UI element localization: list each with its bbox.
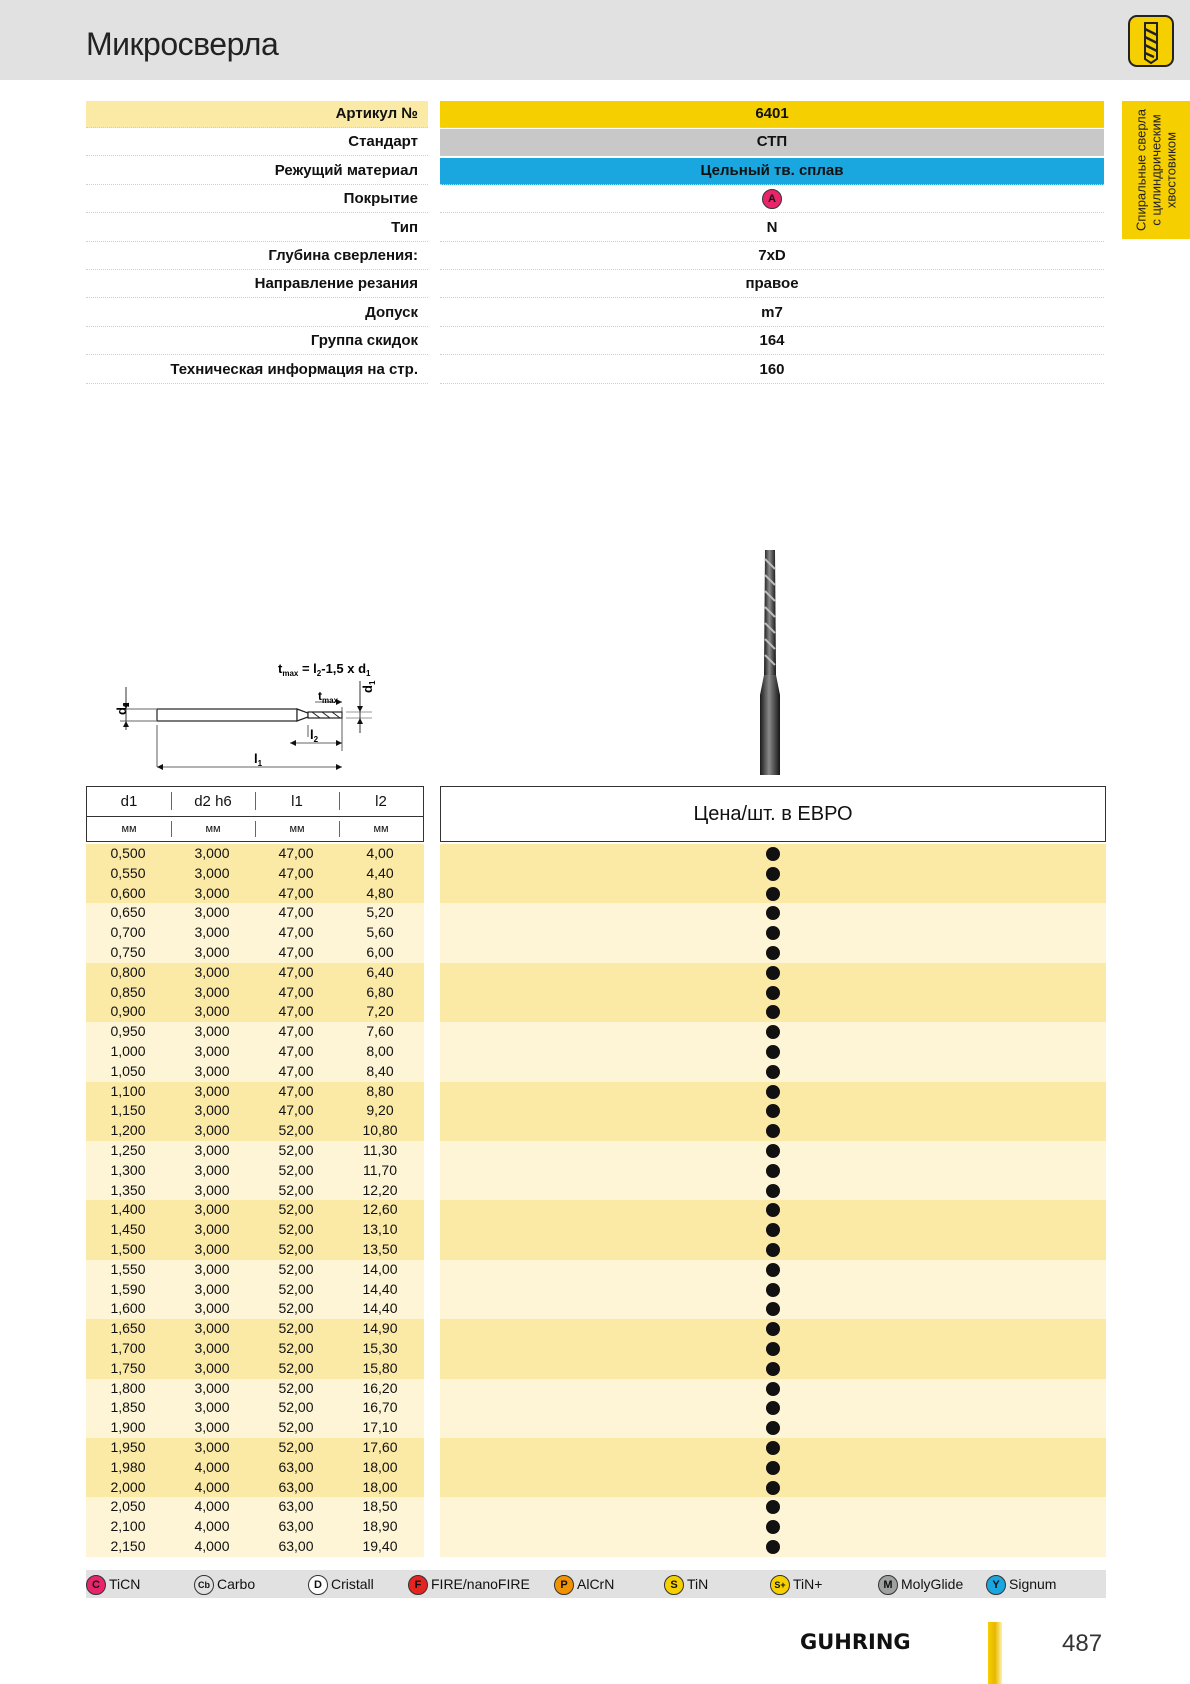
table-cell: 1,150 xyxy=(110,1102,146,1119)
table-row xyxy=(86,1240,1106,1260)
table-cell: 3,000 xyxy=(194,1399,230,1416)
table-cell: 4,40 xyxy=(366,864,394,881)
d1-label: $d_1$ xyxy=(360,680,377,693)
table-cell: 3,000 xyxy=(194,983,230,1000)
table-cell: 0,650 xyxy=(110,904,146,921)
spec-table xyxy=(86,101,1104,385)
table-cell: 7,20 xyxy=(366,1003,394,1020)
legend-label: AlCrN xyxy=(577,1576,615,1592)
table-cell: 1,050 xyxy=(110,1062,146,1079)
table-cell: 2,100 xyxy=(110,1518,146,1535)
spec-value: 160 xyxy=(440,357,1104,384)
table-row xyxy=(86,1418,1106,1438)
availability-dot-icon xyxy=(766,966,780,980)
table-row xyxy=(86,1141,1106,1161)
spec-label: Тип xyxy=(86,215,428,242)
spec-label: Артикул № xyxy=(86,101,428,128)
availability-dot-icon xyxy=(766,847,780,861)
table-row xyxy=(86,1299,1106,1319)
table-cell: 2,050 xyxy=(110,1498,146,1515)
table-cell: 63,00 xyxy=(278,1518,314,1535)
table-cell: 47,00 xyxy=(278,1003,314,1020)
legend-label: TiN+ xyxy=(793,1576,823,1592)
table-cell: 1,650 xyxy=(110,1320,146,1337)
category-side-tab xyxy=(1122,101,1190,239)
table-cell: 8,40 xyxy=(366,1062,394,1079)
table-cell: 3,000 xyxy=(194,1240,230,1257)
col-header-d2: d2 h6 xyxy=(194,793,232,810)
side-tab-line: Спиральные сверла xyxy=(1133,109,1149,231)
table-cell: 1,950 xyxy=(110,1438,146,1455)
brand-logo: GUHRING xyxy=(800,1630,911,1654)
side-tab-line: с цилиндрическим xyxy=(1148,114,1164,226)
table-cell: 0,500 xyxy=(110,845,146,861)
table-cell: 3,000 xyxy=(194,1300,230,1317)
l2-label: $l_2$ xyxy=(310,727,319,744)
table-cell: 1,400 xyxy=(110,1201,146,1218)
table-row xyxy=(86,1458,1106,1478)
table-cell: 11,70 xyxy=(363,1161,397,1178)
table-cell: 52,00 xyxy=(278,1141,314,1158)
table-cell: 3,000 xyxy=(194,1082,230,1099)
table-cell: 1,450 xyxy=(110,1221,146,1238)
spec-row xyxy=(86,243,1104,271)
availability-dot-icon xyxy=(766,1520,780,1534)
page-number: 487 xyxy=(1062,1630,1103,1657)
legend-item xyxy=(664,1574,708,1595)
table-cell: 4,000 xyxy=(194,1537,230,1554)
tmax-label: $t_{max}$ xyxy=(318,689,339,705)
spec-row xyxy=(86,328,1104,356)
formula-label: $t_{max} = l_2-1,5$ x $d_1$ xyxy=(278,661,371,678)
legend-label: MolyGlide xyxy=(901,1576,964,1592)
spec-row xyxy=(86,186,1104,214)
availability-dot-icon xyxy=(766,1085,780,1099)
table-cell: 52,00 xyxy=(278,1419,314,1436)
availability-dot-icon xyxy=(766,1263,780,1277)
table-cell: 0,600 xyxy=(110,884,146,901)
table-cell: 52,00 xyxy=(278,1438,314,1455)
table-cell: 4,000 xyxy=(194,1478,230,1495)
table-cell: 47,00 xyxy=(278,864,314,881)
table-row xyxy=(86,1379,1106,1399)
table-cell: 52,00 xyxy=(278,1221,314,1238)
availability-dot-icon xyxy=(766,1481,780,1495)
table-cell: 6,80 xyxy=(366,983,394,1000)
availability-dot-icon xyxy=(766,1243,780,1257)
legend-item xyxy=(86,1574,140,1595)
table-cell: 3,000 xyxy=(194,924,230,941)
table-row xyxy=(86,864,1106,884)
dimension-table-body xyxy=(86,844,1106,1557)
table-cell: 1,350 xyxy=(110,1181,146,1198)
table-cell: 1,700 xyxy=(110,1339,146,1356)
table-cell: 1,100 xyxy=(110,1082,146,1099)
unit-l1: мм xyxy=(289,823,305,835)
table-cell: 3,000 xyxy=(194,1102,230,1119)
table-cell: 1,850 xyxy=(110,1399,146,1416)
table-row xyxy=(86,943,1106,963)
drill-bit-icon xyxy=(1128,15,1174,67)
table-row xyxy=(86,923,1106,943)
table-cell: 3,000 xyxy=(194,845,230,861)
legend-label: Cristall xyxy=(331,1576,374,1592)
table-cell: 5,60 xyxy=(366,924,394,941)
table-row xyxy=(86,1339,1106,1359)
table-cell: 8,00 xyxy=(366,1042,394,1059)
spec-row xyxy=(86,101,1104,129)
col-header-d1: d1 xyxy=(120,793,138,810)
availability-dot-icon xyxy=(766,1441,780,1455)
spec-value: N xyxy=(440,215,1104,242)
unit-l2: мм xyxy=(373,823,389,835)
table-cell: 3,000 xyxy=(194,1359,230,1376)
spec-value: СТП xyxy=(440,129,1104,156)
table-cell: 47,00 xyxy=(278,983,314,1000)
table-row xyxy=(86,1022,1106,1042)
legend-label: TiCN xyxy=(109,1576,141,1592)
table-cell: 15,80 xyxy=(362,1359,398,1376)
table-cell: 3,000 xyxy=(194,1201,230,1218)
table-cell: 52,00 xyxy=(278,1181,314,1198)
table-row xyxy=(86,1101,1106,1121)
table-cell: 47,00 xyxy=(278,1023,314,1040)
availability-dot-icon xyxy=(766,1283,780,1297)
table-cell: 3,000 xyxy=(194,943,230,960)
table-cell: 1,980 xyxy=(110,1458,146,1475)
table-cell: 3,000 xyxy=(194,1141,230,1158)
table-cell: 63,00 xyxy=(278,1537,314,1554)
table-cell: 3,000 xyxy=(194,1221,230,1238)
table-cell: 47,00 xyxy=(278,884,314,901)
table-cell: 14,90 xyxy=(362,1320,398,1337)
unit-d2: мм xyxy=(205,823,221,835)
table-row xyxy=(86,1062,1106,1082)
table-cell: 1,900 xyxy=(110,1419,146,1436)
table-cell: 0,800 xyxy=(110,963,146,980)
table-cell: 3,000 xyxy=(194,1062,230,1079)
spec-value: m7 xyxy=(440,300,1104,327)
spec-value: 7xD xyxy=(440,243,1104,270)
coating-badge: C xyxy=(86,1575,106,1595)
table-cell: 52,00 xyxy=(278,1339,314,1356)
legend-label: Signum xyxy=(1009,1576,1057,1592)
spec-label: Допуск xyxy=(86,300,428,327)
table-row xyxy=(86,844,1106,864)
table-row xyxy=(86,1220,1106,1240)
table-cell: 0,700 xyxy=(110,924,146,941)
table-cell: 0,750 xyxy=(110,943,146,960)
table-cell: 3,000 xyxy=(194,1379,230,1396)
d2-label: $d_2$ xyxy=(114,702,131,715)
table-cell: 4,000 xyxy=(194,1518,230,1535)
coating-badge: D xyxy=(308,1575,328,1595)
table-cell: 14,00 xyxy=(362,1260,398,1277)
table-cell: 52,00 xyxy=(278,1161,314,1178)
table-cell: 13,10 xyxy=(362,1221,398,1238)
table-cell: 15,30 xyxy=(362,1339,398,1356)
table-row xyxy=(86,1181,1106,1201)
legend-label: TiN xyxy=(687,1576,709,1592)
table-cell: 12,20 xyxy=(362,1181,398,1198)
availability-dot-icon xyxy=(766,1342,780,1356)
table-cell: 63,00 xyxy=(278,1478,314,1495)
table-cell: 1,550 xyxy=(110,1260,146,1277)
brand-accent-bar xyxy=(988,1622,1002,1684)
table-cell: 5,20 xyxy=(366,904,394,921)
table-row xyxy=(86,1497,1106,1517)
table-cell: 3,000 xyxy=(194,1339,230,1356)
availability-dot-icon xyxy=(766,1362,780,1376)
coating-badge: F xyxy=(408,1575,428,1595)
table-row xyxy=(86,1042,1106,1062)
coating-badge: M xyxy=(878,1575,898,1595)
l1-label: $l_1$ xyxy=(254,751,263,768)
table-row xyxy=(86,1121,1106,1141)
availability-dot-icon xyxy=(766,946,780,960)
table-cell: 52,00 xyxy=(278,1399,314,1416)
availability-dot-icon xyxy=(766,1045,780,1059)
coating-badge: Y xyxy=(986,1575,1006,1595)
coating-badge: A xyxy=(762,189,782,209)
price-column-header: Цена/шт. в ЕВРО xyxy=(440,786,1106,842)
spec-row xyxy=(86,271,1104,299)
col-header-l2: l2 xyxy=(375,793,387,810)
availability-dot-icon xyxy=(766,1382,780,1396)
table-row xyxy=(86,1082,1106,1102)
table-cell: 47,00 xyxy=(278,963,314,980)
table-cell: 52,00 xyxy=(278,1260,314,1277)
legend-item xyxy=(986,1574,1056,1595)
table-cell: 3,000 xyxy=(194,1419,230,1436)
table-cell: 3,000 xyxy=(194,884,230,901)
table-cell: 47,00 xyxy=(278,924,314,941)
availability-dot-icon xyxy=(766,1540,780,1554)
table-row xyxy=(86,884,1106,904)
table-cell: 3,000 xyxy=(194,1438,230,1455)
coating-legend xyxy=(86,1570,1106,1598)
table-row xyxy=(86,1200,1106,1220)
table-cell: 18,00 xyxy=(362,1458,398,1475)
table-cell: 3,000 xyxy=(194,1122,230,1139)
legend-item xyxy=(194,1574,255,1595)
table-row xyxy=(86,1002,1106,1022)
drill-photo xyxy=(740,545,800,777)
table-cell: 47,00 xyxy=(278,943,314,960)
dimension-table-header xyxy=(86,786,424,842)
legend-label: Carbo xyxy=(217,1576,256,1592)
table-row xyxy=(86,1438,1106,1458)
table-cell: 1,000 xyxy=(110,1042,146,1059)
side-tab-line: хвостовиком xyxy=(1163,131,1179,209)
page-title: Микросверла xyxy=(86,26,279,62)
table-row xyxy=(86,1319,1106,1339)
table-cell: 8,80 xyxy=(366,1082,394,1099)
table-cell: 52,00 xyxy=(278,1379,314,1396)
table-cell: 17,10 xyxy=(362,1419,398,1436)
table-cell: 4,000 xyxy=(194,1458,230,1475)
spec-row xyxy=(86,129,1104,157)
table-cell: 4,80 xyxy=(366,884,394,901)
coating-badge: Cb xyxy=(194,1575,214,1595)
table-cell: 3,000 xyxy=(194,963,230,980)
availability-dot-icon xyxy=(766,1144,780,1158)
table-cell: 19,40 xyxy=(362,1537,398,1554)
legend-item xyxy=(878,1574,963,1595)
table-cell: 14,40 xyxy=(362,1300,398,1317)
table-row xyxy=(86,983,1106,1003)
spec-label: Глубина сверления: xyxy=(86,243,428,270)
table-cell: 3,000 xyxy=(194,864,230,881)
availability-dot-icon xyxy=(766,986,780,1000)
spec-value: правое xyxy=(440,271,1104,298)
table-cell: 52,00 xyxy=(278,1280,314,1297)
table-cell: 10,80 xyxy=(362,1122,398,1139)
legend-item xyxy=(308,1574,374,1595)
spec-label: Направление резания xyxy=(86,271,428,298)
coating-badge: P xyxy=(554,1575,574,1595)
table-row xyxy=(86,1478,1106,1498)
availability-dot-icon xyxy=(766,867,780,881)
table-cell: 3,000 xyxy=(194,1161,230,1178)
availability-dot-icon xyxy=(766,1461,780,1475)
legend-label: FIRE/nanoFIRE xyxy=(431,1576,530,1592)
coating-badge: S+ xyxy=(770,1575,790,1595)
table-cell: 17,60 xyxy=(362,1438,398,1455)
table-cell: 0,900 xyxy=(110,1003,146,1020)
table-cell: 1,500 xyxy=(110,1240,146,1257)
table-cell: 52,00 xyxy=(278,1359,314,1376)
spec-label: Техническая информация на стр. xyxy=(86,357,428,384)
drill-dimension-diagram xyxy=(100,655,420,775)
table-cell: 1,750 xyxy=(110,1359,146,1376)
availability-dot-icon xyxy=(766,1184,780,1198)
table-row xyxy=(86,1517,1106,1537)
table-cell: 47,00 xyxy=(278,1042,314,1059)
table-cell: 0,550 xyxy=(110,864,146,881)
spec-value xyxy=(440,186,1104,213)
table-row xyxy=(86,1359,1106,1379)
spec-row xyxy=(86,357,1104,385)
availability-dot-icon xyxy=(766,1421,780,1435)
table-cell: 2,000 xyxy=(110,1478,146,1495)
table-cell: 1,800 xyxy=(110,1379,146,1396)
table-cell: 47,00 xyxy=(278,904,314,921)
table-cell: 3,000 xyxy=(194,1023,230,1040)
table-cell: 1,300 xyxy=(110,1161,146,1178)
table-row xyxy=(86,1398,1106,1418)
table-cell: 3,000 xyxy=(194,1181,230,1198)
spec-label: Группа скидок xyxy=(86,328,428,355)
legend-item xyxy=(408,1574,530,1595)
table-cell: 12,60 xyxy=(362,1201,398,1218)
table-cell: 18,00 xyxy=(362,1478,398,1495)
table-cell: 47,00 xyxy=(278,1082,314,1099)
table-cell: 0,950 xyxy=(110,1023,146,1040)
table-cell: 18,90 xyxy=(362,1518,398,1535)
table-cell: 63,00 xyxy=(278,1498,314,1515)
table-cell: 1,250 xyxy=(110,1141,146,1158)
table-cell: 3,000 xyxy=(194,904,230,921)
spec-label: Покрытие xyxy=(86,186,428,213)
table-row xyxy=(86,1537,1106,1557)
table-row xyxy=(86,903,1106,923)
table-cell: 3,000 xyxy=(194,1260,230,1277)
spec-row xyxy=(86,215,1104,243)
table-cell: 18,50 xyxy=(362,1498,398,1515)
table-cell: 52,00 xyxy=(278,1300,314,1317)
availability-dot-icon xyxy=(766,1164,780,1178)
page-header xyxy=(0,0,1190,80)
table-cell: 0,850 xyxy=(110,983,146,1000)
table-cell: 1,200 xyxy=(110,1122,146,1139)
spec-label: Режущий материал xyxy=(86,158,428,185)
table-cell: 6,00 xyxy=(366,943,394,960)
spec-value: 164 xyxy=(440,328,1104,355)
table-row xyxy=(86,963,1106,983)
table-cell: 63,00 xyxy=(278,1458,314,1475)
table-cell: 47,00 xyxy=(278,1062,314,1079)
table-cell: 52,00 xyxy=(278,1201,314,1218)
table-row xyxy=(86,1280,1106,1300)
spec-label: Стандарт xyxy=(86,129,428,156)
table-cell: 11,30 xyxy=(363,1141,397,1158)
table-cell: 4,000 xyxy=(194,1498,230,1515)
table-cell: 13,50 xyxy=(362,1240,398,1257)
availability-dot-icon xyxy=(766,1065,780,1079)
spec-row xyxy=(86,158,1104,186)
table-cell: 3,000 xyxy=(194,1280,230,1297)
table-cell: 7,60 xyxy=(366,1023,394,1040)
table-cell: 52,00 xyxy=(278,1122,314,1139)
table-cell: 16,70 xyxy=(362,1399,398,1416)
table-cell: 52,00 xyxy=(278,1240,314,1257)
table-cell: 3,000 xyxy=(194,1320,230,1337)
table-cell: 4,00 xyxy=(366,845,394,861)
table-cell: 6,40 xyxy=(366,963,394,980)
table-cell: 3,000 xyxy=(194,1042,230,1059)
table-row xyxy=(86,1260,1106,1280)
availability-dot-icon xyxy=(766,887,780,901)
table-cell: 52,00 xyxy=(278,1320,314,1337)
table-row xyxy=(86,1161,1106,1181)
table-cell: 16,20 xyxy=(362,1379,398,1396)
table-cell: 14,40 xyxy=(362,1280,398,1297)
col-header-l1: l1 xyxy=(291,793,303,810)
unit-d1: мм xyxy=(121,823,137,835)
table-cell: 9,20 xyxy=(366,1102,394,1119)
table-cell: 47,00 xyxy=(278,1102,314,1119)
spec-row xyxy=(86,300,1104,328)
spec-value: Цельный тв. сплав xyxy=(440,158,1104,185)
legend-item xyxy=(770,1574,822,1595)
spec-value: 6401 xyxy=(440,101,1104,128)
table-cell: 3,000 xyxy=(194,1003,230,1020)
table-cell: 1,590 xyxy=(110,1280,146,1297)
coating-badge: S xyxy=(664,1575,684,1595)
table-cell: 47,00 xyxy=(278,845,314,861)
table-cell: 1,600 xyxy=(110,1300,146,1317)
legend-item xyxy=(554,1574,614,1595)
table-cell: 2,150 xyxy=(110,1537,146,1554)
